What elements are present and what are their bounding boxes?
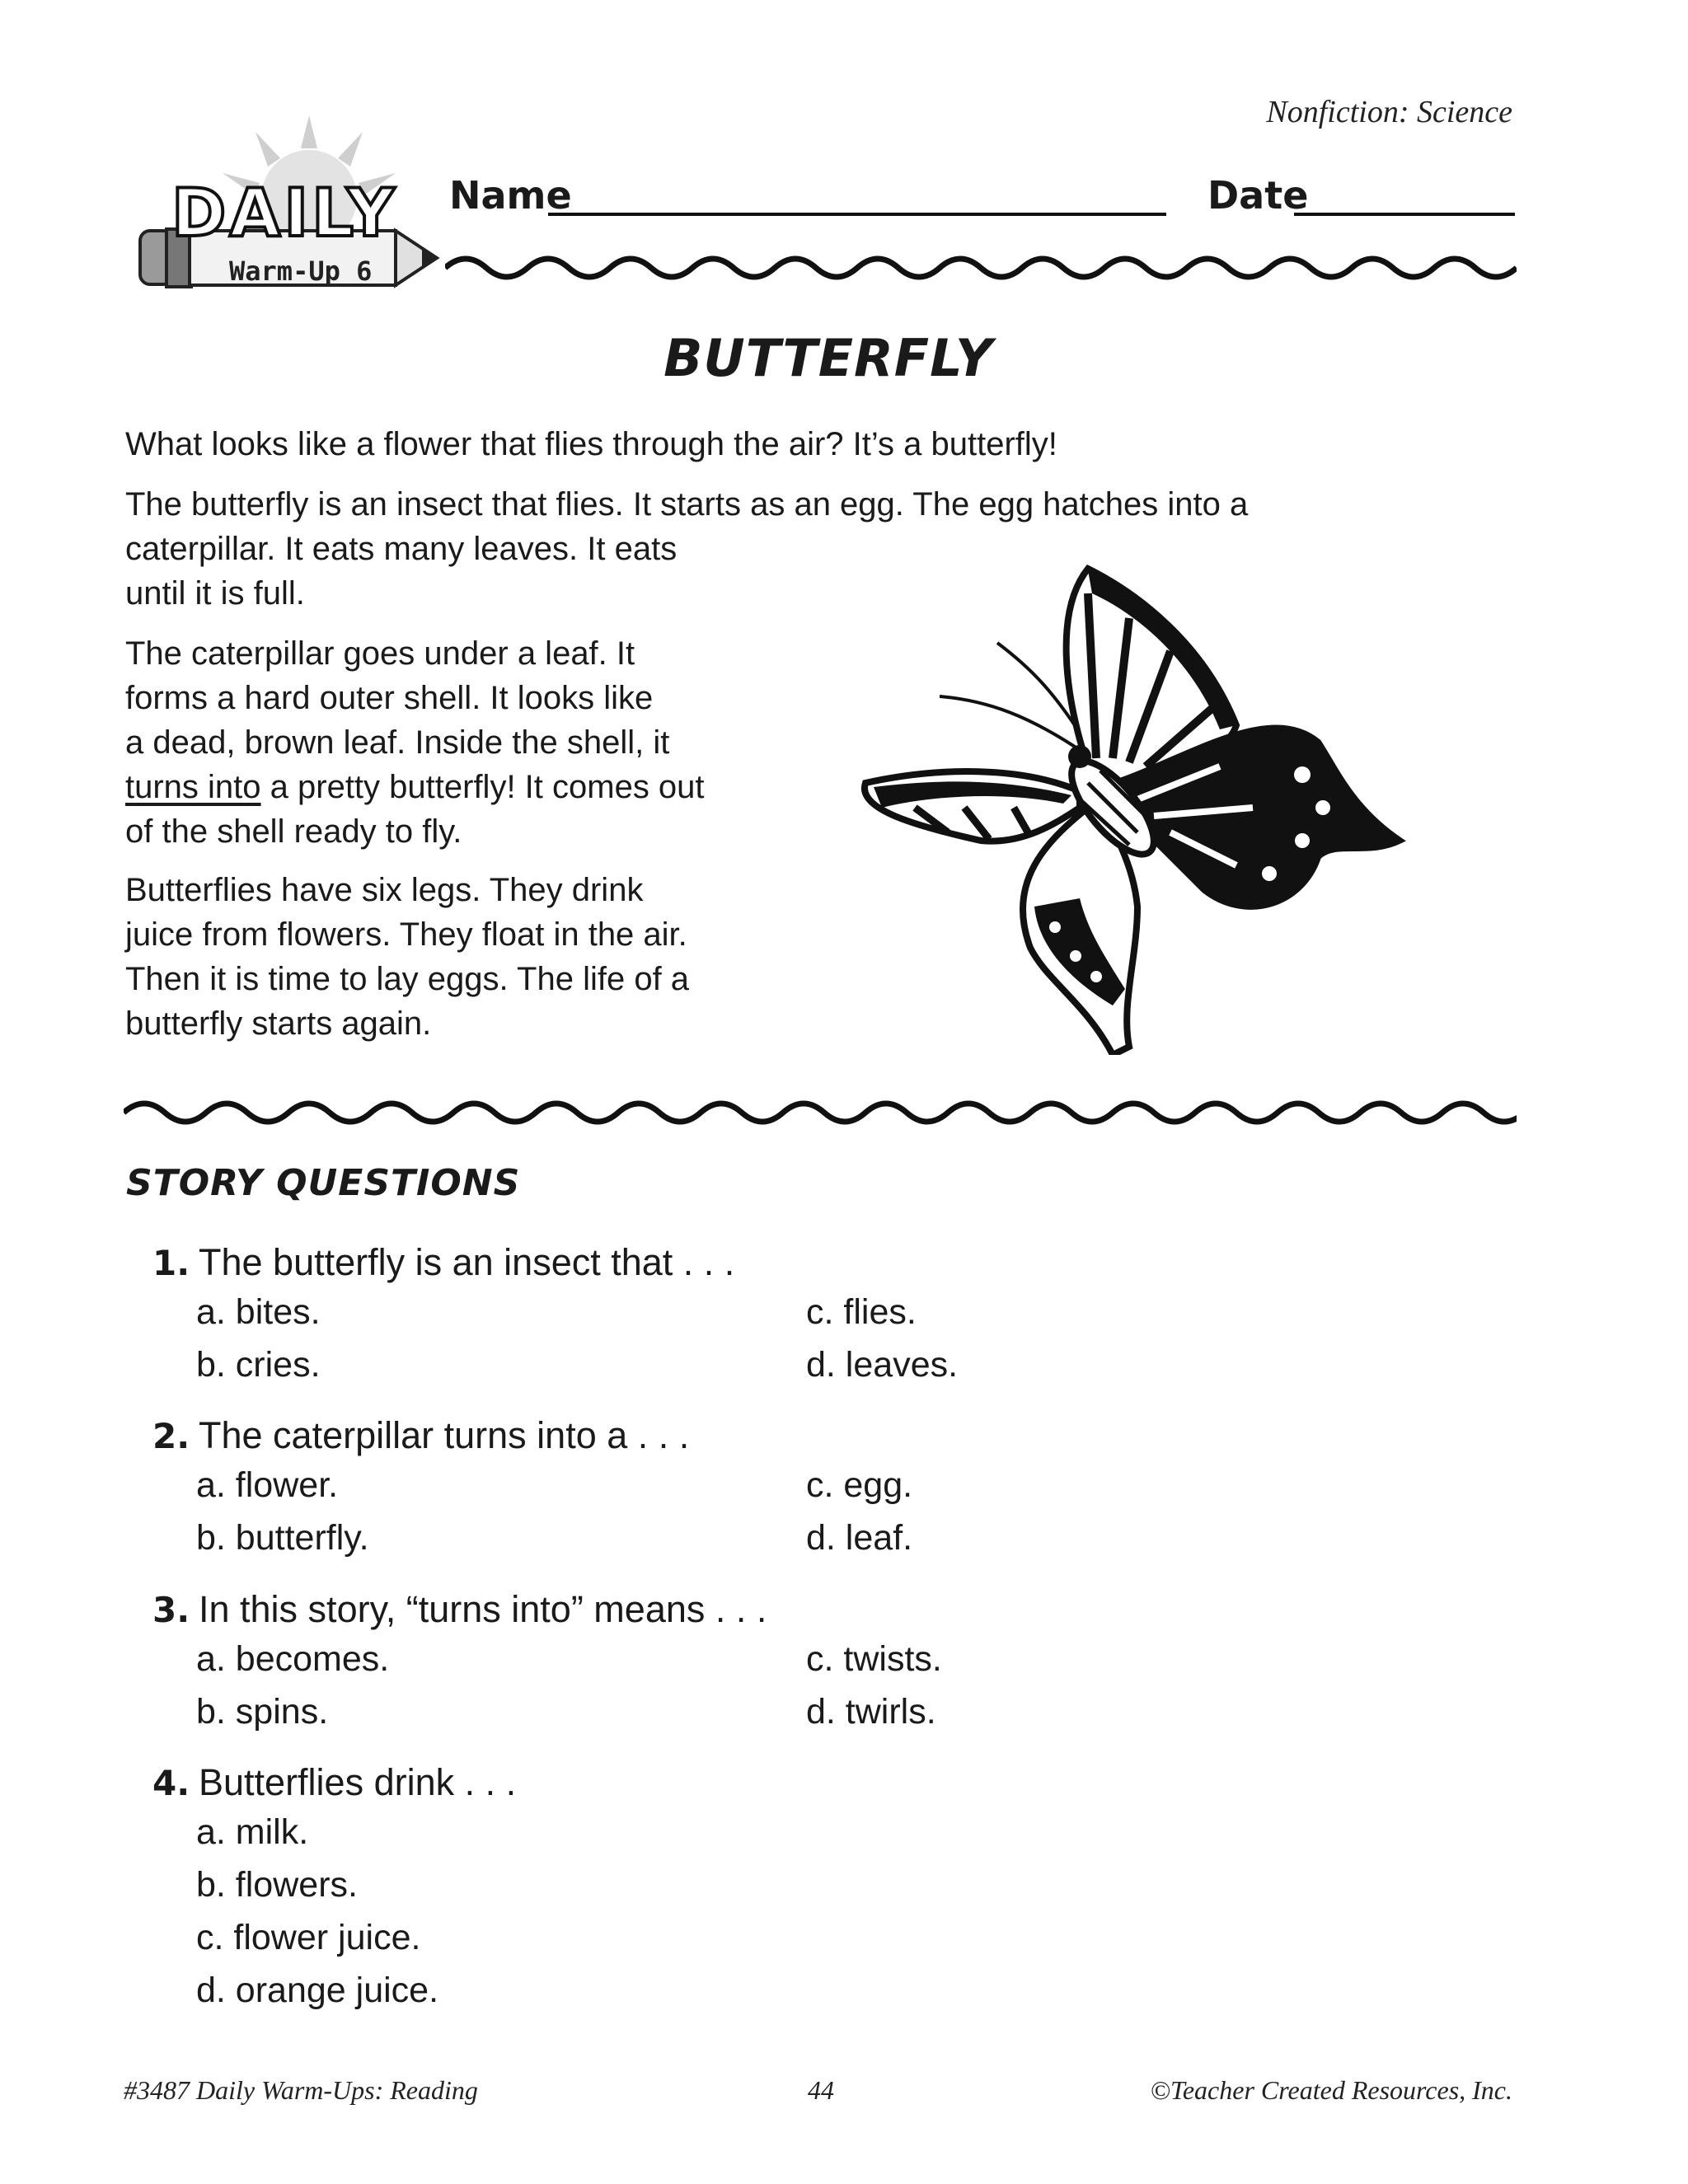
wavy-divider-middle — [124, 1092, 1517, 1133]
questions-heading: STORY QUESTIONS — [126, 1162, 521, 1204]
q3-option-a[interactable]: a. becomes. — [196, 1639, 390, 1679]
q4-option-a[interactable]: a. milk. — [196, 1812, 309, 1852]
paragraph-2: The butterfly is an insect that flies. It starts as an egg. The egg hatches into a caterpillar. It eats many leaves. It eats until it is full. — [125, 486, 1249, 612]
q3-option-c[interactable]: c. twists. — [806, 1639, 942, 1679]
page-number: 44 — [808, 2075, 834, 2105]
story-title: BUTTERFLY — [663, 328, 993, 388]
paragraph-4: Butterflies have six legs. They drink juice from flowers. They float in the air. Then it is time to lay eggs. The life of a butterfly starts again. — [125, 872, 690, 1042]
q2-option-b[interactable]: b. butterfly. — [196, 1518, 369, 1558]
question-4: 4. Butterflies drink . . . — [152, 1761, 517, 1803]
category-label: Nonfiction: Science — [1266, 95, 1512, 129]
q2-option-a[interactable]: a. flower. — [196, 1465, 339, 1505]
q2-option-c[interactable]: c. egg. — [806, 1465, 913, 1505]
wavy-divider-top — [445, 247, 1517, 288]
paragraph-1: What looks like a flower that flies through the air? It’s a butterfly! — [125, 426, 1057, 462]
date-label: Date — [1207, 173, 1309, 218]
q3-option-b[interactable]: b. spins. — [196, 1692, 329, 1732]
q3-option-d[interactable]: d. twirls. — [806, 1692, 936, 1732]
q2-option-d[interactable]: d. leaf. — [806, 1518, 913, 1558]
footer-right: ©Teacher Created Resources, Inc. — [1150, 2075, 1512, 2105]
q1-option-b[interactable]: b. cries. — [196, 1345, 321, 1385]
name-label: Name — [449, 173, 572, 218]
q1-option-d[interactable]: d. leaves. — [806, 1345, 959, 1385]
q1-option-a[interactable]: a. bites. — [196, 1292, 321, 1332]
q1-option-c[interactable]: c. flies. — [806, 1292, 917, 1332]
logo-subtitle: Warm-Up 6 — [229, 255, 373, 287]
vocab-underline: turns into — [125, 769, 261, 805]
logo-word: DAILY — [171, 175, 398, 251]
paragraph-3: The caterpillar goes under a leaf. It forms a hard outer shell. It looks like a dead, brown leaf. Inside the shell, it turns into a pretty butterfly! It comes out of the shell ready to fly. — [125, 635, 705, 850]
q4-option-d[interactable]: d. orange juice. — [196, 1971, 439, 2010]
q4-option-b[interactable]: b. flowers. — [196, 1865, 358, 1905]
footer-left: #3487 Daily Warm-Ups: Reading — [124, 2075, 478, 2105]
daily-warmup-logo — [132, 107, 478, 305]
date-field[interactable] — [1294, 213, 1515, 216]
question-3: 3. In this story, “turns into” means . . . — [152, 1588, 767, 1630]
question-2: 2. The caterpillar turns into a . . . — [152, 1414, 690, 1456]
butterfly-icon — [841, 560, 1434, 1055]
question-1: 1. The butterfly is an insect that . . . — [152, 1241, 735, 1283]
name-field[interactable] — [548, 213, 1166, 216]
q4-option-c[interactable]: c. flower juice. — [196, 1918, 421, 1957]
